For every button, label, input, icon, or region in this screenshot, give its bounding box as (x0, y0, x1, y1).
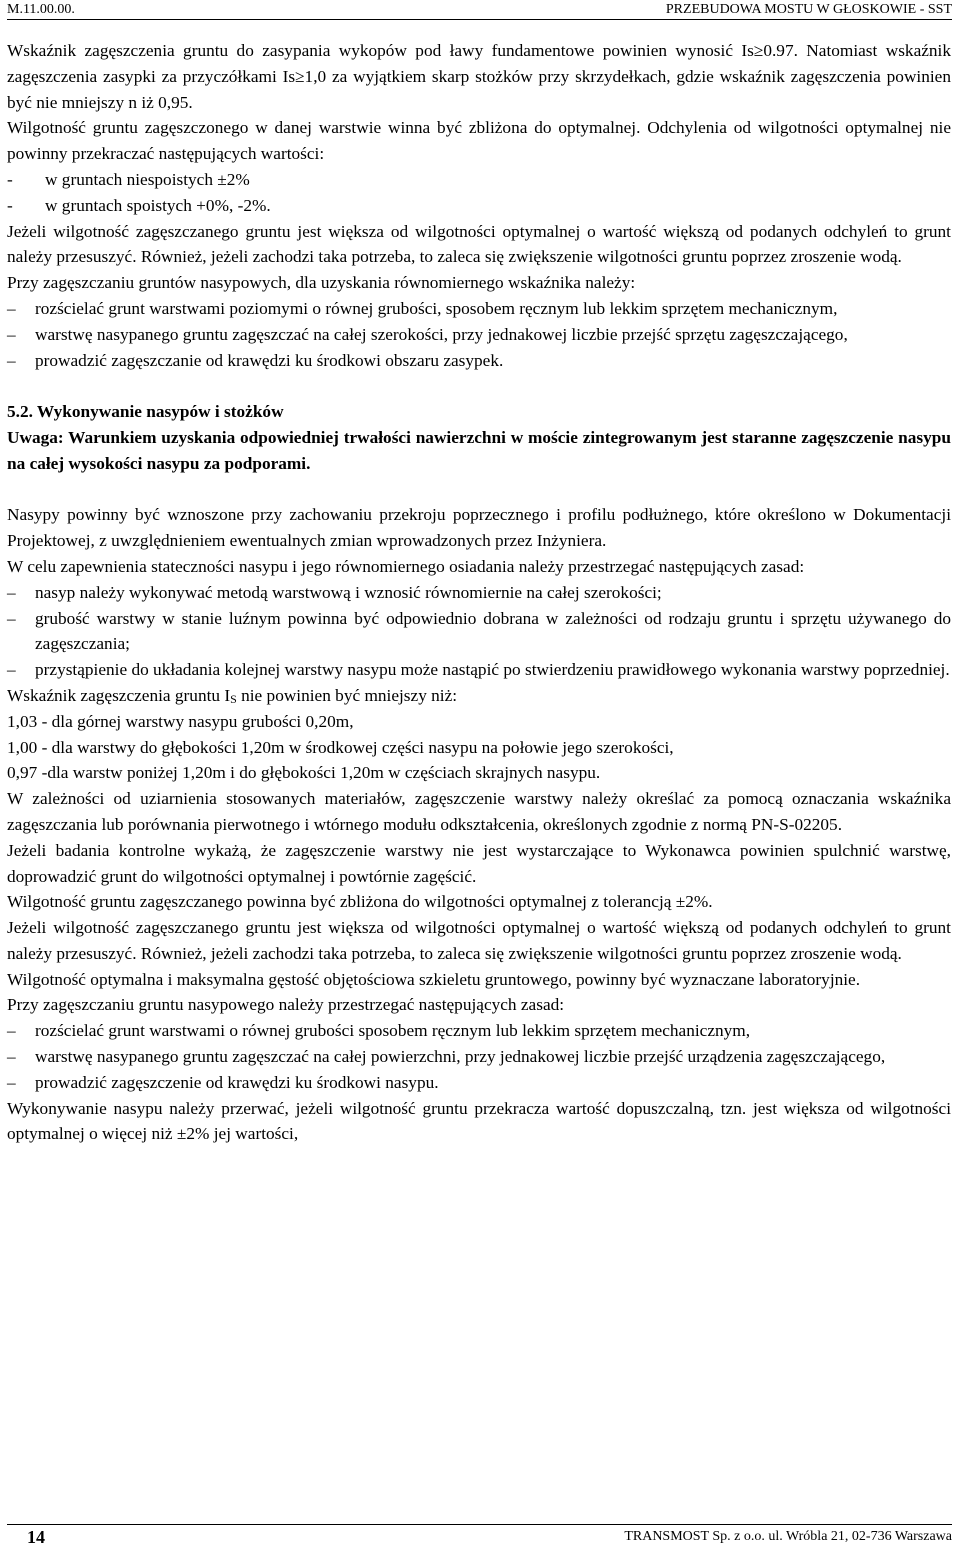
list-marker: – (7, 350, 16, 370)
list-item (7, 1070, 951, 1096)
list-item-text: w gruntach niespoistych ±2% (45, 169, 250, 189)
list-marker: – (7, 582, 16, 602)
paragraph: Wykonywanie nasypu należy przerwać, jeżeli wilgotność gruntu przekracza wartość dopuszczalną, tzn. jest większa od wilgotności optymalnej o więcej niż ±2% jej wartości, (7, 1098, 951, 1144)
compaction-value: 1,00 - dla warstwy do głębokości 1,20m w środkowej części nasypu na połowie jego szerokości, (7, 737, 674, 757)
paragraph: W celu zapewnienia stateczności nasypu i jego równomiernego osiadania należy przestrzegać następujących zasad: (7, 556, 805, 576)
compaction-index-intro: Wskaźnik zagęszczenia gruntu $I_S$ nie powinien być mniejszy niż: (7, 685, 458, 706)
spacer (7, 477, 951, 503)
paragraph: Jeżeli badania kontrolne wykażą, że zagęszczenie warstwy nie jest wystarczające to Wykonawca powinien spulchnić warstwę, doprowadzić grunt do wilgotności optymalnej i powtórnie zagęścić. (7, 840, 951, 886)
list-item-text: prowadzić zagęszczanie od krawędzi ku środkowi obszaru zasypek. (35, 350, 504, 370)
list-item (7, 167, 951, 193)
list-item-text: nasyp należy wykonywać metodą warstwową i wznosić równomiernie na całej szerokości; (35, 582, 662, 602)
list-marker: – (7, 1047, 16, 1067)
page-header (7, 0, 952, 20)
page-footer (7, 1524, 952, 1547)
list-item (7, 193, 951, 219)
list-marker: - (7, 169, 13, 189)
list-item (7, 1044, 951, 1070)
compaction-rules-list (7, 296, 951, 373)
spacer (7, 373, 951, 399)
list-marker: – (7, 1072, 16, 1092)
warning-note: Uwaga: Warunkiem uzyskania odpowiedniej trwałości nawierzchni w moście zintegrowanym jest staranne zagęszczenie nasypu na całej wysokości nasypu za podporami. (7, 427, 951, 473)
list-item (7, 348, 951, 374)
list-marker: – (7, 298, 16, 318)
list-item (7, 296, 951, 322)
paragraph: Wilgotność gruntu zagęszczonego w danej warstwie winna być zbliżona do optymalnej. Odchylenia od wilgotności optymalnej nie powinny przekraczać następujących wartości: (7, 118, 951, 164)
paragraph: W zależności od uziarnienia stosowanych materiałów, zagęszczenie warstwy należy określać za pomocą oznaczania wskaźnika zagęszczania lub porównania pierwotnego i wtórnego modułu odkształcenia, określonych zgodnie z normą PN-S-02205. (7, 789, 951, 834)
paragraph: Wilgotność optymalna i maksymalna gęstość objętościowa szkieletu gruntowego, powinny być wyznaczane laboratoryjnie. (7, 969, 861, 989)
index-subscript: S (230, 691, 237, 706)
list-item-text: grubość warstwy w stanie luźnym powinna być odpowiednio dobrana w zależności od rodzaju gruntu i sprzętu używanego do zagęszczania; (35, 608, 951, 654)
list-item (7, 322, 951, 348)
list-marker: – (7, 1021, 16, 1041)
project-title: PRZEBUDOWA MOSTU W GŁOSKOWIE - SST (665, 2, 952, 17)
list-item-text: prowadzić zagęszczenie od krawędzi ku środkowi nasypu. (35, 1072, 439, 1092)
list-marker: – (7, 324, 16, 344)
paragraph: Wilgotność gruntu zagęszczanego powinna być zbliżona do wilgotności optymalnej z tolerancją ±2%. (7, 892, 713, 912)
compaction-value: 1,03 - dla górnej warstwy nasypu grubości 0,20m, (7, 711, 354, 731)
paragraph: Nasypy powinny być wznoszone przy zachowaniu przekroju poprzecznego i profilu podłużnego, które określono w Dokumentacji Projektowej, z uwzględnieniem ewentualnych zmian wprowadzonych przez Inżyniera. (7, 505, 951, 551)
list-item-text: przystąpienie do układania kolejnej warstwy nasypu może nastąpić po stwierdzeniu prawidłowego wykonania warstwy poprzedniej. (35, 660, 950, 680)
paragraph: Jeżeli wilgotność zagęszczanego gruntu jest większa od wilgotności optymalnej o wartość większą od podanych odchyleń to grunt należy przesuszyć. Również, jeżeli zachodzi taka potrzeba, to zaleca się zwiększenie wilgotności gruntu poprzez zroszenie wodą. (7, 221, 951, 267)
list-item (7, 580, 951, 606)
embankment-rules-list (7, 1018, 951, 1095)
company-address: TRANSMOST Sp. z o.o. ul. Wróbla 21, 02-736 Warszawa (624, 1529, 952, 1544)
list-item (7, 606, 951, 658)
document-code: M.11.00.00. (7, 2, 75, 17)
list-marker: - (7, 195, 13, 215)
deviation-list (7, 167, 951, 219)
page-number: 14 (27, 1527, 45, 1547)
paragraph: Jeżeli wilgotność zagęszczanego gruntu jest większa od wilgotności optymalnej o wartość większą od podanych odchyleń to grunt należy przesuszyć. Również, jeżeli zachodzi taka potrzeba, to zaleca się zwiększenie wilgotności gruntu poprzez zroszenie wodą. (7, 918, 951, 963)
list-item-text: w gruntach spoistych +0%, -2%. (45, 195, 271, 215)
compaction-value: 0,97 -dla warstw poniżej 1,20m i do głębokości 1,20m w częściach skrajnych nasypu. (7, 763, 601, 783)
list-marker: – (7, 608, 16, 628)
paragraph: Wskaźnik zagęszczenia gruntu do zasypania wykopów pod ławy fundamentowe powinien wynosić Is≥0.97. Natomiast wskaźnik zagęszczenia zasypki za przyczółkami Is≥1,0 za wyjątkiem skarp stożków przy skrzydełkach, gdzie wskaźnik zagęszczenia powinien być nie mniejszy n iż 0,95. (7, 41, 951, 112)
stability-rules-list (7, 580, 951, 683)
paragraph: Przy zagęszczaniu gruntów nasypowych, dla uzyskania równomiernego wskaźnika należy: (7, 273, 636, 293)
paragraph: Przy zagęszczaniu gruntu nasypowego należy przestrzegać następujących zasad: (7, 995, 565, 1015)
list-item (7, 657, 951, 683)
list-item-text: rozścielać grunt warstwami poziomymi o równej grubości, sposobem ręcznym lub lekkim sprzętem mechanicznym, (35, 298, 838, 318)
list-item-text: warstwę nasypanego gruntu zagęszczać na całej powierzchni, przy jednakowej liczbie przejść urządzenia zagęszczającego, (35, 1047, 886, 1067)
list-marker: – (7, 660, 16, 680)
list-item-text: rozścielać grunt warstwami o równej grubości sposobem ręcznym lub lekkim sprzętem mechanicznym, (35, 1021, 751, 1041)
document-body (7, 38, 951, 1147)
list-item-text: warstwę nasypanego gruntu zagęszczać na całej szerokości, przy jednakowej liczbie przejść sprzętu zagęszczającego, (35, 324, 848, 344)
section-heading: 5.2. Wykonywanie nasypów i stożków (7, 402, 284, 422)
list-item (7, 1018, 951, 1044)
